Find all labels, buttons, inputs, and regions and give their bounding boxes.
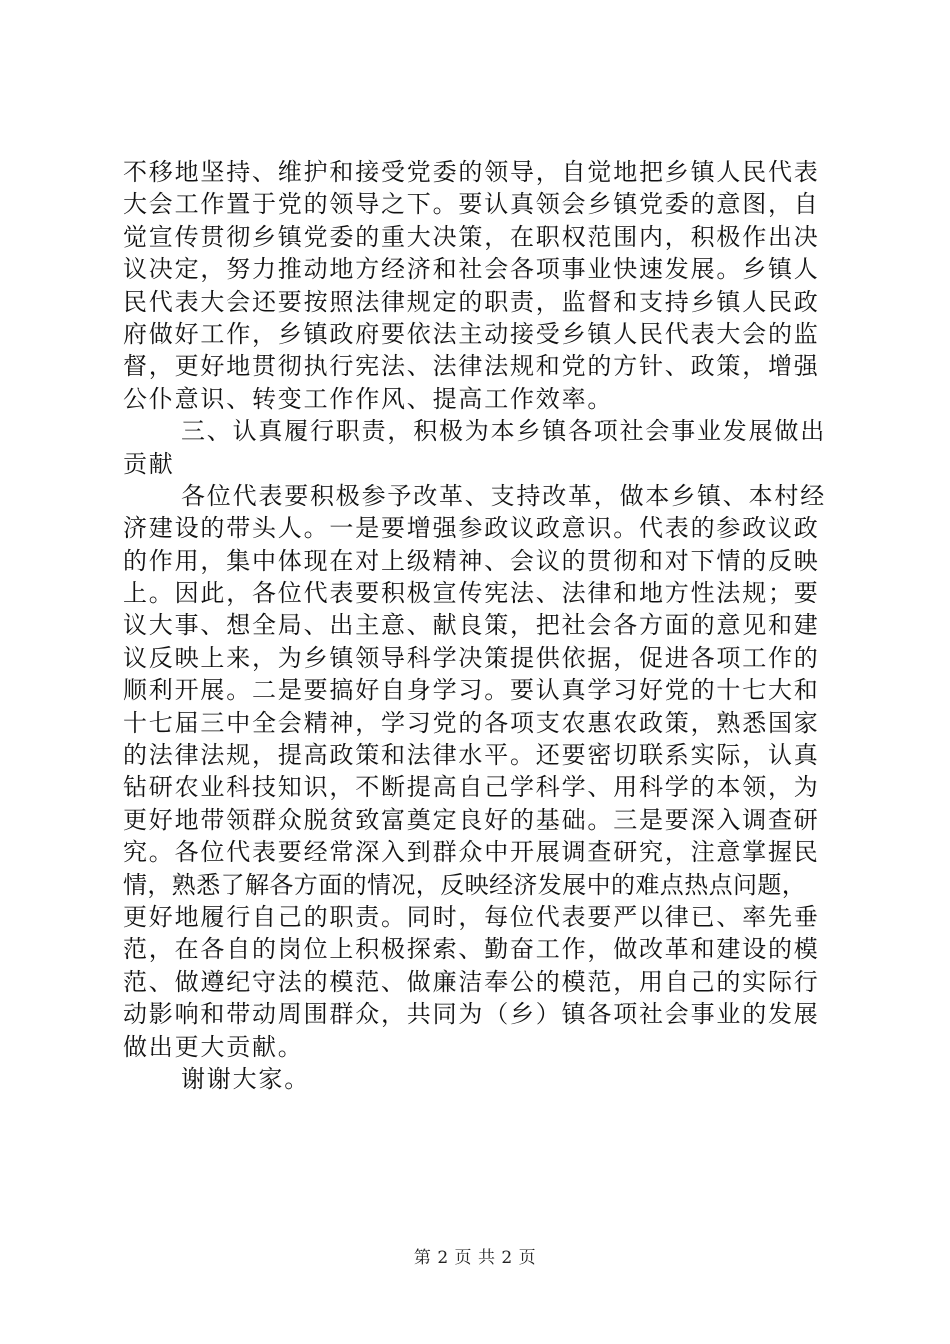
text-line: 范，在各自的岗位上积极探索、勤奋工作，做改革和建设的模	[123, 935, 820, 964]
text-line: 动影响和带动周围群众，共同为（乡）镇各项社会事业的发展	[123, 1000, 820, 1029]
text-line: 更好地履行自己的职责。同时，每位代表要严以律已、率先垂	[123, 902, 820, 931]
text-line: 觉宣传贯彻乡镇党委的重大决策，在职权范围内，积极作出决	[123, 222, 820, 251]
text-line: 顺利开展。二是要搞好自身学习。要认真学习好党的十七大和	[123, 676, 820, 705]
document-body	[123, 156, 835, 1095]
text-line: 更好地带领群众脱贫致富奠定良好的基础。三是要深入调查研	[123, 805, 820, 834]
text-line: 情，熟悉了解各方面的情况，反映经济发展中的难点热点问题，	[123, 870, 807, 899]
text-line: 的作用，集中体现在对上级精神、会议的贯彻和对下情的反映	[123, 546, 820, 575]
section-heading-line: 三、认真履行职责，积极为本乡镇各项社会事业发展做出	[181, 417, 826, 446]
text-line: 民代表大会还要按照法律规定的职责，监督和支持乡镇人民政	[123, 287, 820, 316]
text-line: 的法律法规，提高政策和法律水平。还要密切联系实际，认真	[123, 741, 820, 770]
text-line: 钻研农业科技知识，不断提高自己学科学、用科学的本领，为	[123, 773, 820, 802]
text-line: 府做好工作，乡镇政府要依法主动接受乡镇人民代表大会的监	[123, 319, 820, 348]
text-line: 究。各位代表要经常深入到群众中开展调查研究，注意掌握民	[123, 838, 820, 867]
section-heading-line: 贡献	[123, 449, 175, 478]
text-line: 不移地坚持、维护和接受党委的领导，自觉地把乡镇人民代表	[123, 158, 820, 186]
text-line: 公仆意识、转变工作作风、提高工作效率。	[123, 384, 614, 413]
closing-line: 谢谢大家。	[181, 1064, 310, 1093]
text-line: 议反映上来，为乡镇领导科学决策提供依据，促进各项工作的	[123, 643, 820, 672]
text-line: 济建设的带头人。一是要增强参政议政意识。代表的参政议政	[123, 514, 820, 543]
page-number-footer: 第 2 页 共 2 页	[413, 1248, 537, 1268]
text-line: 各位代表要积极参予改革、支持改革，做本乡镇、本村经	[181, 481, 826, 510]
text-line: 做出更大贡献。	[123, 1032, 304, 1061]
text-line: 议决定，努力推动地方经济和社会各项事业快速发展。乡镇人	[123, 255, 820, 284]
text-line: 大会工作置于党的领导之下。要认真领会乡镇党委的意图，自	[123, 190, 820, 219]
text-line: 十七届三中全会精神，学习党的各项支农惠农政策，熟悉国家	[123, 708, 820, 737]
text-line: 督，更好地贯彻执行宪法、法律法规和党的方针、政策，增强	[123, 352, 820, 381]
text-line: 范、做遵纪守法的模范、做廉洁奉公的模范，用自己的实际行	[123, 967, 820, 996]
text-line: 上。因此，各位代表要积极宣传宪法、法律和地方性法规；要	[123, 579, 820, 608]
text-line: 议大事、想全局、出主意、献良策，把社会各方面的意见和建	[123, 611, 820, 640]
